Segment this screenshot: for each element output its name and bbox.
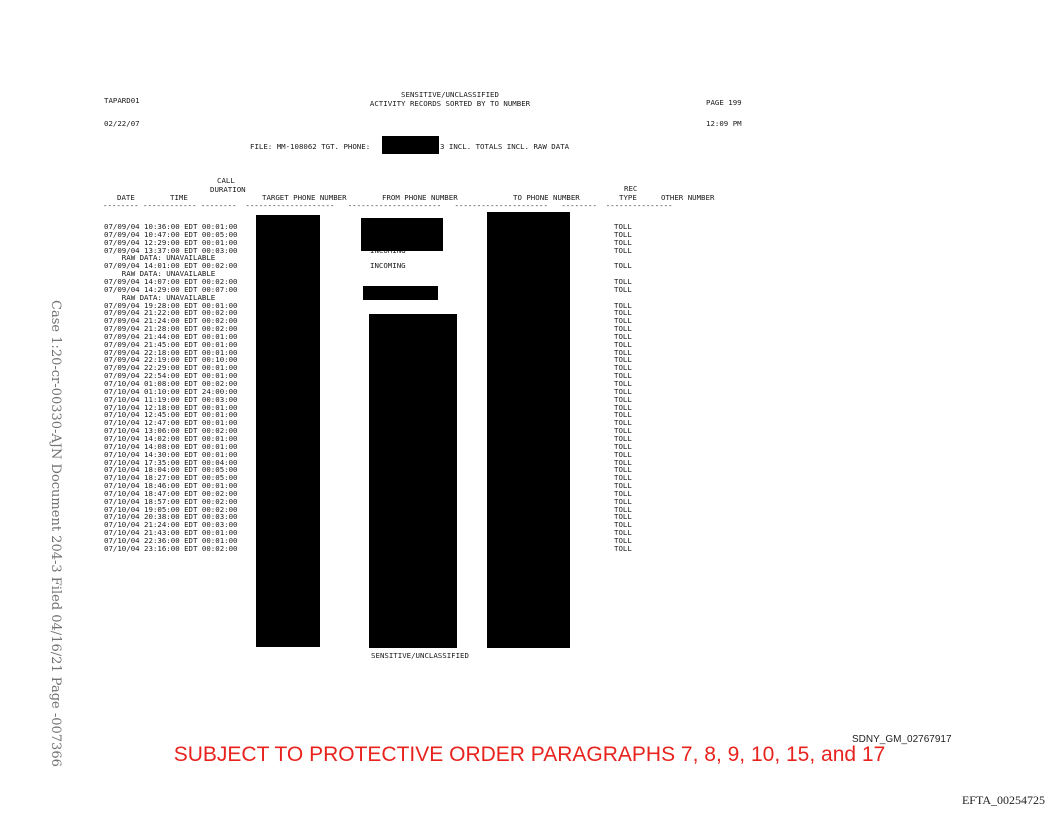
report-time: 12:09 PM [706, 119, 742, 128]
col-call: CALL [217, 176, 235, 185]
row-rec-type: TOLL [614, 433, 632, 443]
row-date-time-duration: 07/09/04 13:37:00 EDT 00:03:00 [104, 245, 238, 255]
row-rec-type: TOLL [614, 418, 632, 428]
redaction-from-phone-column [369, 314, 457, 648]
row-date-time-duration: 07/10/04 14:02:00 EDT 00:01:00 [104, 433, 238, 443]
redaction-from-phone-1 [361, 218, 443, 251]
row-rec-type: TOLL [614, 222, 632, 231]
col-date: DATE [117, 193, 135, 202]
row-rec-type: TOLL [614, 300, 632, 310]
row-rec-type: TOLL [614, 363, 632, 373]
row-date-time-duration: RAW DATA: UNAVAILABLE [104, 269, 216, 279]
row-rec-type: TOLL [614, 245, 632, 255]
row-rec-type: TOLL [614, 496, 632, 506]
row-rec-type: TOLL [614, 402, 632, 412]
row-date-time-duration: 07/10/04 18:27:00 EDT 00:05:00 [104, 473, 238, 483]
row-date-time-duration: RAW DATA: UNAVAILABLE [104, 253, 216, 263]
row-rec-type: TOLL [614, 379, 632, 388]
row-date-time-duration: 07/10/04 18:04:00 EDT 00:05:00 [104, 465, 238, 475]
row-date-time-duration: 07/10/04 21:24:00 EDT 00:03:00 [104, 520, 238, 530]
redaction-from-phone-2 [363, 286, 438, 300]
row-date-time-duration: 07/10/04 17:35:00 EDT 00:04:00 [104, 457, 238, 467]
col-duration: DURATION [210, 185, 246, 194]
row-rec-type: TOLL [614, 386, 632, 396]
row-date-time-duration: RAW DATA: UNAVAILABLE [104, 292, 216, 302]
report-date: 02/22/07 [104, 119, 140, 128]
report-title: ACTIVITY RECORDS SORTED BY TO NUMBER [369, 99, 531, 108]
row-date-time-duration: 07/09/04 22:29:00 EDT 00:01:00 [104, 363, 238, 373]
row-date-time-duration: 07/10/04 11:19:00 EDT 00:03:00 [104, 394, 238, 404]
row-date-time-duration: 07/10/04 19:05:00 EDT 00:02:00 [104, 504, 238, 514]
row-date-time-duration: 07/10/04 01:08:00 EDT 00:02:00 [104, 379, 238, 388]
side-case-stamp: Case 1:20-cr-00330-AJN Document 204-3 Filed 04/16/21 Page -007366 [48, 300, 63, 767]
col-from-phone: FROM PHONE NUMBER [382, 193, 458, 202]
row-date-time-duration: 07/09/04 22:54:00 EDT 00:01:00 [104, 371, 238, 381]
row-rec-type: TOLL [614, 457, 632, 467]
row-date-time-duration: 07/09/04 10:36:00 EDT 00:01:00 [104, 222, 238, 231]
row-date-time-duration: 07/09/04 21:44:00 EDT 00:01:00 [104, 331, 238, 341]
row-rec-type: TOLL [614, 410, 632, 420]
col-target-phone: TARGET PHONE NUMBER [262, 193, 347, 202]
classification-footer: SENSITIVE/UNCLASSIFIED [371, 651, 469, 660]
redaction-target-phone-column [256, 215, 320, 647]
efta-number: EFTA_00254725 [961, 793, 1045, 807]
row-rec-type: TOLL [614, 284, 632, 294]
row-date-time-duration: 07/09/04 14:29:00 EDT 00:07:00 [104, 284, 238, 294]
row-rec-type: TOLL [614, 261, 632, 271]
row-date-time-duration: 07/10/04 12:45:00 EDT 00:01:00 [104, 410, 238, 420]
row-date-time-duration: 07/09/04 21:24:00 EDT 00:02:00 [104, 316, 238, 326]
row-rec-type: TOLL [614, 237, 632, 247]
row-date-time-duration: 07/10/04 23:16:00 EDT 00:02:00 [104, 543, 238, 553]
row-rec-type: TOLL [614, 543, 632, 553]
row-rec-type: TOLL [614, 394, 632, 404]
row-rec-type: TOLL [614, 512, 632, 522]
row-date-time-duration: 07/10/04 18:47:00 EDT 00:02:00 [104, 488, 238, 498]
row-rec-type: TOLL [614, 308, 632, 318]
row-date-time-duration: 07/10/04 01:10:00 EDT 24:00:00 [104, 386, 238, 396]
row-date-time-duration: 07/09/04 21:28:00 EDT 00:02:00 [104, 324, 238, 334]
system-id: TAPARD01 [104, 96, 140, 105]
row-rec-type: TOLL [614, 276, 632, 286]
file-line-suffix: 3 INCL. TOTALS INCL. RAW DATA [440, 142, 570, 151]
col-other-number: OTHER NUMBER [661, 193, 715, 202]
row-date-time-duration: 07/10/04 14:30:00 EDT 00:01:00 [104, 449, 238, 459]
row-rec-type: TOLL [614, 229, 632, 239]
row-date-time-duration: 07/09/04 12:29:00 EDT 00:01:00 [104, 237, 238, 247]
row-rec-type: TOLL [614, 371, 632, 381]
row-rec-type: TOLL [614, 441, 632, 451]
col-rec: REC [624, 184, 638, 193]
row-date-time-duration: 07/10/04 20:38:00 EDT 00:03:00 [104, 512, 238, 522]
row-date-time-duration: 07/09/04 21:45:00 EDT 00:01:00 [104, 339, 238, 349]
column-divider: -------- ------------ -------- -------------------- --------------------- --------------------- -------- --------------- [103, 201, 673, 210]
row-date-time-duration: 07/09/04 22:18:00 EDT 00:01:00 [104, 347, 238, 357]
classification-header: SENSITIVE/UNCLASSIFIED [401, 90, 499, 99]
row-date-time-duration: 07/10/04 12:47:00 EDT 00:01:00 [104, 418, 238, 428]
row-rec-type: TOLL [614, 481, 632, 491]
row-rec-type: TOLL [614, 488, 632, 498]
bates-number: SDNY_GM_02767917 [852, 734, 952, 745]
protective-order-notice: SUBJECT TO PROTECTIVE ORDER PARAGRAPHS 7, 8, 9, 10, 15, and 17 [173, 743, 886, 766]
file-line-prefix: FILE: MM-108062 TGT. PHONE: [250, 142, 371, 151]
row-rec-type: TOLL [614, 504, 632, 514]
redaction-target-phone-header [382, 136, 439, 154]
row-date-time-duration: 07/09/04 10:47:00 EDT 00:05:00 [104, 229, 238, 239]
row-rec-type: TOLL [614, 355, 632, 365]
row-date-time-duration: 07/10/04 12:18:00 EDT 00:01:00 [104, 402, 238, 412]
row-date-time-duration: 07/09/04 21:22:00 EDT 00:02:00 [104, 308, 238, 318]
row-date-time-duration: 07/10/04 21:43:00 EDT 00:01:00 [104, 528, 238, 538]
row-date-time-duration: 07/09/04 14:07:00 EDT 00:02:00 [104, 276, 238, 286]
row-rec-type: TOLL [614, 465, 632, 475]
row-date-time-duration: 07/10/04 18:57:00 EDT 00:02:00 [104, 496, 238, 506]
row-rec-type: TOLL [614, 528, 632, 538]
row-rec-type: TOLL [614, 536, 632, 545]
row-from-phone: INCOMING [370, 261, 406, 271]
row-date-time-duration: 07/09/04 14:01:00 EDT 00:02:00 [104, 261, 238, 271]
row-rec-type: TOLL [614, 473, 632, 483]
row-rec-type: TOLL [614, 520, 632, 530]
row-date-time-duration: 07/10/04 18:46:00 EDT 00:01:00 [104, 481, 238, 491]
col-type: TYPE [619, 193, 637, 202]
row-rec-type: TOLL [614, 426, 632, 436]
page-number: PAGE 199 [706, 98, 742, 107]
row-date-time-duration: 07/10/04 22:36:00 EDT 00:01:00 [104, 536, 238, 545]
row-rec-type: TOLL [614, 324, 632, 334]
row-rec-type: TOLL [614, 339, 632, 349]
row-date-time-duration: 07/09/04 22:19:00 EDT 00:10:00 [104, 355, 238, 365]
row-date-time-duration: 07/09/04 19:28:00 EDT 00:01:00 [104, 300, 238, 310]
row-date-time-duration: 07/10/04 14:08:00 EDT 00:01:00 [104, 441, 238, 451]
redaction-to-phone-column [487, 212, 570, 648]
row-date-time-duration: 07/10/04 13:06:00 EDT 00:02:00 [104, 426, 238, 436]
row-rec-type: TOLL [614, 316, 632, 326]
row-rec-type: TOLL [614, 347, 632, 357]
col-to-phone: TO PHONE NUMBER [513, 193, 580, 202]
row-rec-type: TOLL [614, 331, 632, 341]
row-rec-type: TOLL [614, 449, 632, 459]
col-time: TIME [170, 193, 188, 202]
